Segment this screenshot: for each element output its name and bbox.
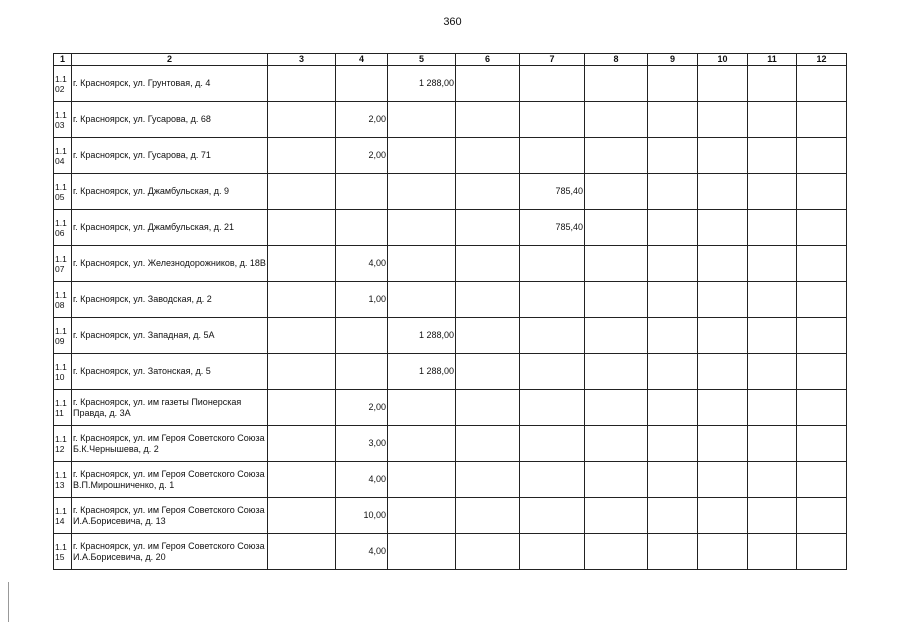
value-cell-col-6: [456, 534, 520, 570]
address-cell: г. Красноярск, ул. им Героя Советского Союза Б.К.Чернышева, д. 2: [72, 426, 268, 462]
empty-cell-col-9: [648, 390, 698, 426]
empty-cell-col-12: [797, 102, 847, 138]
value-cell-col-7: [520, 534, 585, 570]
empty-cell-col-8: [585, 426, 648, 462]
empty-cell-col-11: [748, 66, 797, 102]
row-number-part: 1.1: [55, 289, 67, 300]
value-cell-col-4: 4,00: [336, 534, 388, 570]
value-cell-col-4: 2,00: [336, 102, 388, 138]
table-row: [54, 246, 847, 282]
empty-cell-col-10: [698, 498, 748, 534]
empty-cell-col-12: [797, 66, 847, 102]
empty-cell-col-9: [648, 282, 698, 318]
value-cell-col-6: [456, 210, 520, 246]
row-number-part: 11: [55, 407, 64, 418]
row-number-part: 14: [55, 515, 65, 526]
table-row: [54, 390, 847, 426]
value-cell-col-5: [388, 282, 456, 318]
empty-cell-col-9: [648, 498, 698, 534]
address-cell: г. Красноярск, ул. Джамбульская, д. 9: [72, 174, 268, 210]
value-cell-col-6: [456, 498, 520, 534]
column-header-11: 11: [748, 54, 797, 66]
empty-cell-col-8: [585, 462, 648, 498]
empty-cell-col-12: [797, 174, 847, 210]
empty-cell-col-11: [748, 138, 797, 174]
empty-cell-col-10: [698, 174, 748, 210]
value-cell-col-7: [520, 426, 585, 462]
value-cell-col-6: [456, 246, 520, 282]
column-header-6: 6: [456, 54, 520, 66]
row-number: [54, 498, 72, 534]
value-cell-col-7: [520, 246, 585, 282]
value-cell-col-3: [268, 534, 336, 570]
value-cell-col-5: [388, 426, 456, 462]
empty-cell-col-11: [748, 282, 797, 318]
address-cell: г. Красноярск, ул. им Героя Советского Союза В.П.Мирошниченко, д. 1: [72, 462, 268, 498]
row-number: [54, 174, 72, 210]
empty-cell-col-12: [797, 210, 847, 246]
value-cell-col-3: [268, 246, 336, 282]
address-cell: г. Красноярск, ул. Железнодорожников, д. 18В: [72, 246, 268, 282]
value-cell-col-6: [456, 174, 520, 210]
value-cell-col-5: 1 288,00: [388, 354, 456, 390]
address-cell: г. Красноярск, ул. Грунтовая, д. 4: [72, 66, 268, 102]
empty-cell-col-8: [585, 210, 648, 246]
value-cell-col-5: [388, 534, 456, 570]
value-cell-col-3: [268, 498, 336, 534]
row-number: [54, 462, 72, 498]
value-cell-col-5: [388, 174, 456, 210]
value-cell-col-4: [336, 354, 388, 390]
empty-cell-col-10: [698, 138, 748, 174]
table-row: [54, 66, 847, 102]
empty-cell-col-11: [748, 354, 797, 390]
table-row: [54, 498, 847, 534]
column-header-8: 8: [585, 54, 648, 66]
empty-cell-col-10: [698, 390, 748, 426]
value-cell-col-3: [268, 210, 336, 246]
address-cell: г. Красноярск, ул. Западная, д. 5А: [72, 318, 268, 354]
row-number-part: 1.1: [55, 145, 67, 156]
row-number-part: 07: [55, 263, 65, 274]
value-cell-col-3: [268, 462, 336, 498]
empty-cell-col-11: [748, 426, 797, 462]
value-cell-col-6: [456, 102, 520, 138]
value-cell-col-3: [268, 426, 336, 462]
empty-cell-col-8: [585, 66, 648, 102]
column-header-9: 9: [648, 54, 698, 66]
empty-cell-col-9: [648, 138, 698, 174]
value-cell-col-5: [388, 462, 456, 498]
empty-cell-col-9: [648, 246, 698, 282]
empty-cell-col-12: [797, 534, 847, 570]
table-row: [54, 102, 847, 138]
empty-cell-col-9: [648, 462, 698, 498]
row-number: [54, 246, 72, 282]
value-cell-col-7: [520, 66, 585, 102]
empty-cell-col-12: [797, 354, 847, 390]
column-header-3: 3: [268, 54, 336, 66]
value-cell-col-5: [388, 138, 456, 174]
table-row: [54, 210, 847, 246]
empty-cell-col-8: [585, 498, 648, 534]
column-header-2: 2: [72, 54, 268, 66]
empty-cell-col-10: [698, 462, 748, 498]
value-cell-col-4: 4,00: [336, 246, 388, 282]
row-number-part: 02: [55, 83, 65, 94]
value-cell-col-4: [336, 66, 388, 102]
address-table: [53, 53, 847, 570]
empty-cell-col-10: [698, 318, 748, 354]
empty-cell-col-12: [797, 282, 847, 318]
empty-cell-col-8: [585, 174, 648, 210]
value-cell-col-7: 785,40: [520, 210, 585, 246]
row-number-part: 12: [55, 443, 65, 454]
value-cell-col-7: [520, 282, 585, 318]
value-cell-col-4: 1,00: [336, 282, 388, 318]
value-cell-col-3: [268, 138, 336, 174]
address-cell: г. Красноярск, ул. Гусарова, д. 68: [72, 102, 268, 138]
row-number-part: 1.1: [55, 73, 67, 84]
empty-cell-col-10: [698, 282, 748, 318]
row-number: [54, 102, 72, 138]
table-row: [54, 534, 847, 570]
table-row: [54, 138, 847, 174]
row-number-part: 1.1: [55, 217, 67, 228]
value-cell-col-6: [456, 138, 520, 174]
value-cell-col-4: 2,00: [336, 138, 388, 174]
row-number-part: 1.1: [55, 541, 67, 552]
column-header-4: 4: [336, 54, 388, 66]
value-cell-col-3: [268, 102, 336, 138]
table-row: [54, 426, 847, 462]
address-cell: г. Красноярск, ул. им газеты Пионерская Правда, д. 3А: [72, 390, 268, 426]
value-cell-col-3: [268, 66, 336, 102]
value-cell-col-7: [520, 390, 585, 426]
empty-cell-col-12: [797, 498, 847, 534]
row-number-part: 04: [55, 155, 65, 166]
empty-cell-col-11: [748, 318, 797, 354]
column-header-10: 10: [698, 54, 748, 66]
value-cell-col-7: [520, 318, 585, 354]
address-cell: г. Красноярск, ул. Джамбульская, д. 21: [72, 210, 268, 246]
value-cell-col-4: [336, 210, 388, 246]
table-row: [54, 354, 847, 390]
table-row: [54, 282, 847, 318]
empty-cell-col-8: [585, 138, 648, 174]
value-cell-col-6: [456, 66, 520, 102]
empty-cell-col-11: [748, 174, 797, 210]
empty-cell-col-12: [797, 462, 847, 498]
row-number: [54, 66, 72, 102]
value-cell-col-6: [456, 426, 520, 462]
empty-cell-col-10: [698, 426, 748, 462]
address-cell: г. Красноярск, ул. Заводская, д. 2: [72, 282, 268, 318]
empty-cell-col-9: [648, 174, 698, 210]
row-number-part: 1.1: [55, 253, 67, 264]
value-cell-col-4: 4,00: [336, 462, 388, 498]
value-cell-col-7: [520, 462, 585, 498]
value-cell-col-7: [520, 498, 585, 534]
empty-cell-col-9: [648, 426, 698, 462]
column-header-5: 5: [388, 54, 456, 66]
empty-cell-col-12: [797, 426, 847, 462]
row-number-part: 15: [55, 551, 65, 562]
value-cell-col-4: 2,00: [336, 390, 388, 426]
value-cell-col-5: [388, 210, 456, 246]
row-number-part: 05: [55, 191, 65, 202]
empty-cell-col-9: [648, 318, 698, 354]
empty-cell-col-10: [698, 534, 748, 570]
row-number: [54, 210, 72, 246]
value-cell-col-4: [336, 318, 388, 354]
value-cell-col-6: [456, 390, 520, 426]
empty-cell-col-11: [748, 498, 797, 534]
empty-cell-col-11: [748, 534, 797, 570]
value-cell-col-3: [268, 282, 336, 318]
row-number-part: 06: [55, 227, 65, 238]
row-number-part: 1.1: [55, 433, 67, 444]
row-number: [54, 282, 72, 318]
empty-cell-col-8: [585, 282, 648, 318]
value-cell-col-7: [520, 138, 585, 174]
row-number-part: 08: [55, 299, 65, 310]
value-cell-col-5: 1 288,00: [388, 318, 456, 354]
value-cell-col-5: [388, 102, 456, 138]
empty-cell-col-11: [748, 246, 797, 282]
value-cell-col-4: 10,00: [336, 498, 388, 534]
empty-cell-col-8: [585, 390, 648, 426]
value-cell-col-3: [268, 318, 336, 354]
value-cell-col-7: [520, 354, 585, 390]
empty-cell-col-10: [698, 246, 748, 282]
column-header-1: 1: [54, 54, 72, 66]
empty-cell-col-9: [648, 66, 698, 102]
header-row: [54, 54, 847, 66]
value-cell-col-3: [268, 354, 336, 390]
row-number-part: 1.1: [55, 469, 67, 480]
row-number-part: 1.1: [55, 181, 67, 192]
table-row: [54, 318, 847, 354]
page-number: 360: [443, 16, 462, 28]
value-cell-col-3: [268, 174, 336, 210]
row-number-part: 1.1: [55, 325, 67, 336]
empty-cell-col-10: [698, 210, 748, 246]
row-number-part: 10: [55, 371, 65, 382]
empty-cell-col-12: [797, 318, 847, 354]
row-number-part: 1.1: [55, 109, 67, 120]
value-cell-col-5: [388, 498, 456, 534]
value-cell-col-4: 3,00: [336, 426, 388, 462]
table-row: [54, 462, 847, 498]
value-cell-col-3: [268, 390, 336, 426]
empty-cell-col-12: [797, 390, 847, 426]
empty-cell-col-8: [585, 102, 648, 138]
row-number: [54, 138, 72, 174]
empty-cell-col-12: [797, 138, 847, 174]
value-cell-col-7: [520, 102, 585, 138]
row-number-part: 09: [55, 335, 65, 346]
row-number-part: 1.1: [55, 361, 67, 372]
row-number-part: 13: [55, 479, 65, 490]
empty-cell-col-10: [698, 66, 748, 102]
empty-cell-col-9: [648, 210, 698, 246]
row-number-part: 1.1: [55, 397, 67, 408]
value-cell-col-5: [388, 246, 456, 282]
empty-cell-col-10: [698, 354, 748, 390]
address-cell: г. Красноярск, ул. Гусарова, д. 71: [72, 138, 268, 174]
value-cell-col-6: [456, 354, 520, 390]
empty-cell-col-12: [797, 246, 847, 282]
empty-cell-col-11: [748, 390, 797, 426]
value-cell-col-7: 785,40: [520, 174, 585, 210]
scan-margin-line: [8, 582, 9, 622]
value-cell-col-4: [336, 174, 388, 210]
empty-cell-col-8: [585, 354, 648, 390]
empty-cell-col-8: [585, 246, 648, 282]
row-number: [54, 390, 72, 426]
empty-cell-col-9: [648, 354, 698, 390]
row-number: [54, 354, 72, 390]
address-cell: г. Красноярск, ул. им Героя Советского Союза И.А.Борисевича, д. 20: [72, 534, 268, 570]
empty-cell-col-11: [748, 210, 797, 246]
value-cell-col-5: 1 288,00: [388, 66, 456, 102]
address-cell: г. Красноярск, ул. им Героя Советского Союза И.А.Борисевича, д. 13: [72, 498, 268, 534]
empty-cell-col-11: [748, 462, 797, 498]
row-number-part: 1.1: [55, 505, 67, 516]
empty-cell-col-8: [585, 534, 648, 570]
row-number-part: 03: [55, 119, 65, 130]
row-number: [54, 318, 72, 354]
column-header-12: 12: [797, 54, 847, 66]
table-row: [54, 174, 847, 210]
address-cell: г. Красноярск, ул. Затонская, д. 5: [72, 354, 268, 390]
value-cell-col-6: [456, 462, 520, 498]
value-cell-col-6: [456, 318, 520, 354]
row-number: [54, 534, 72, 570]
empty-cell-col-11: [748, 102, 797, 138]
empty-cell-col-9: [648, 102, 698, 138]
empty-cell-col-10: [698, 102, 748, 138]
column-header-7: 7: [520, 54, 585, 66]
value-cell-col-5: [388, 390, 456, 426]
row-number: [54, 426, 72, 462]
empty-cell-col-8: [585, 318, 648, 354]
value-cell-col-6: [456, 282, 520, 318]
empty-cell-col-9: [648, 534, 698, 570]
